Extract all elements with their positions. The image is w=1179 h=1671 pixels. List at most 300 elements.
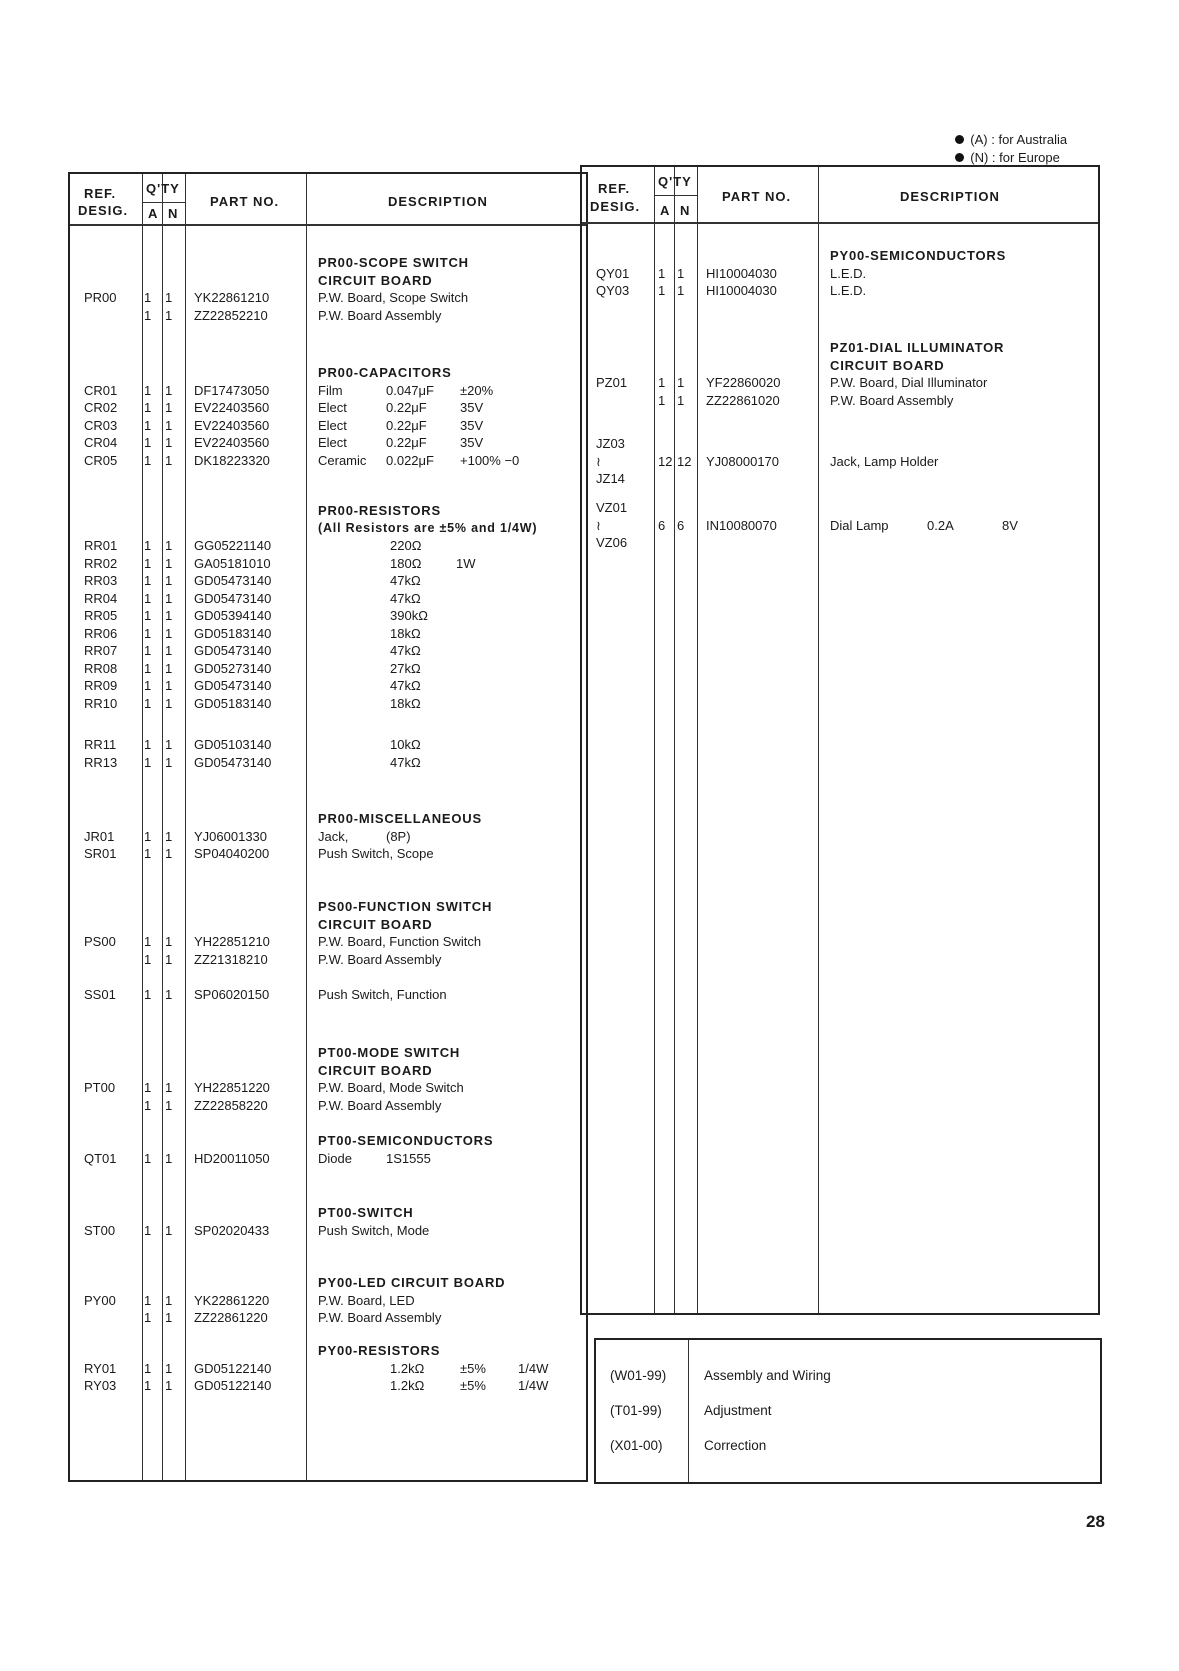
table-row [70, 417, 586, 435]
header-part-no: PART NO. [722, 189, 792, 204]
page-number: 28 [1086, 1512, 1105, 1531]
qty-n: 1 [165, 828, 173, 844]
ref-desig: JZ14 [596, 471, 625, 486]
ref-desig: RR09 [84, 678, 118, 693]
ref-desig: SR01 [84, 846, 117, 861]
ref-desig: VZ01 [596, 500, 628, 515]
qty-n: 1 [165, 400, 173, 415]
qty-n: 1 [165, 590, 173, 606]
qty-a: 1 [144, 934, 152, 949]
ref-desig: QY01 [596, 265, 630, 281]
value: 390kΩ [390, 608, 428, 623]
qty-a: 1 [144, 382, 152, 398]
qty-a: 1 [144, 290, 152, 305]
part-group [582, 339, 1098, 409]
tolerance: ±5% [460, 1360, 486, 1376]
part-number: ZZ22852210 [194, 307, 268, 323]
value: 0.22μF [386, 400, 427, 415]
value: 0.22μF [386, 417, 427, 433]
qty-n: 1 [165, 417, 173, 433]
ref-desig: ≀ [596, 453, 601, 469]
table-row [70, 754, 586, 772]
table-row [70, 845, 586, 863]
table-row [582, 435, 1098, 453]
qty-n: 1 [677, 375, 685, 390]
qty-n: 1 [165, 1222, 173, 1238]
section-title-text: CIRCUIT BOARD [318, 916, 433, 932]
table-row [70, 986, 586, 1004]
right-parts-table [580, 165, 1100, 1315]
tolerance: ±5% [460, 1378, 486, 1393]
description: P.W. Board Assembly [318, 1310, 442, 1325]
part-number: GD05473140 [194, 678, 272, 693]
part-number: GG05221140 [194, 538, 272, 553]
rating: 35V [460, 417, 484, 433]
section-title-text: CIRCUIT BOARD [318, 272, 433, 288]
ref-desig: RR01 [84, 538, 118, 553]
ref-desig: PT00 [84, 1080, 116, 1095]
qty-n: 1 [677, 265, 685, 281]
qty-n: 1 [165, 452, 173, 468]
section-title [70, 1062, 586, 1080]
value: 1.2kΩ [390, 1378, 425, 1393]
table-row [70, 382, 586, 400]
value: 1S1555 [386, 1150, 431, 1166]
section-title-text: PR00-SCOPE SWITCH [318, 255, 469, 270]
qty-a: 1 [144, 400, 152, 415]
ref-desig: RY03 [84, 1378, 117, 1393]
code-correction-desc: Correction [704, 1438, 767, 1453]
qty-n: 1 [165, 382, 173, 398]
header-qty: Q'TY [146, 181, 180, 196]
qty-a: 1 [144, 590, 152, 606]
table-row [70, 607, 586, 625]
qty-a: 1 [144, 1097, 152, 1113]
table-row [70, 537, 586, 555]
part-group [582, 247, 1098, 300]
ref-desig: ≀ [596, 517, 601, 533]
qty-a: 1 [144, 695, 152, 711]
part-group [70, 1044, 586, 1114]
qty-n: 1 [165, 1378, 173, 1393]
code-adjustment-desc: Adjustment [704, 1403, 772, 1418]
code-wiring: (W01-99) [610, 1368, 667, 1383]
part-group [582, 499, 1098, 552]
table-row [70, 660, 586, 678]
table-row [70, 625, 586, 643]
ref-desig: QY03 [596, 283, 630, 298]
table-row [70, 933, 586, 951]
qty-n: 1 [165, 573, 173, 588]
section-title-text: PR00-RESISTORS [318, 503, 441, 518]
part-number: EV22403560 [194, 435, 270, 450]
header-qty: Q'TY [658, 174, 692, 189]
description: P.W. Board, LED [318, 1292, 415, 1308]
left-parts-table [68, 172, 588, 1482]
value: 47kΩ [390, 590, 421, 606]
header-description: DESCRIPTION [900, 189, 1000, 204]
qty-n: 1 [165, 695, 173, 711]
qty-a: 1 [658, 392, 666, 408]
table-row [582, 374, 1098, 392]
description: P.W. Board, Dial Illuminator [830, 375, 988, 390]
qty-a: 1 [144, 307, 152, 323]
rating: +100% −0 [460, 452, 520, 468]
qty-n: 1 [165, 1080, 173, 1095]
part-number: SP06020150 [194, 987, 270, 1002]
qty-n: 1 [165, 538, 173, 553]
description: Elect [318, 417, 347, 433]
part-number: DK18223320 [194, 452, 270, 468]
qty-a: 1 [144, 573, 152, 588]
qty-a: 1 [144, 678, 152, 693]
description: P.W. Board, Mode Switch [318, 1080, 464, 1095]
table-row [582, 392, 1098, 410]
qty-n: 1 [165, 660, 173, 676]
qty-a: 1 [144, 1378, 152, 1393]
section-title [70, 520, 586, 538]
part-number: YH22851220 [194, 1080, 270, 1095]
qty-a: 1 [144, 643, 152, 658]
section-title-text: PT00-SEMICONDUCTORS [318, 1133, 494, 1148]
part-number: HD20011050 [194, 1150, 270, 1166]
qty-a: 1 [144, 452, 152, 468]
table-row [70, 289, 586, 307]
header-a: A [660, 203, 671, 218]
part-group [70, 254, 586, 324]
ref-desig: PY00 [84, 1292, 116, 1308]
code-adjustment: (T01-99) [610, 1403, 662, 1418]
section-title [582, 339, 1098, 357]
qty-a: 1 [658, 283, 666, 298]
bullet-icon [955, 153, 964, 162]
rating: 1/4W [518, 1378, 549, 1393]
value: 180Ω [390, 555, 422, 571]
qty-a: 1 [144, 417, 152, 433]
qty-a: 1 [144, 754, 152, 770]
value: 47kΩ [390, 678, 421, 693]
ref-desig: RR02 [84, 555, 118, 571]
qty-n: 1 [165, 934, 173, 949]
ref-desig: RR10 [84, 695, 118, 711]
ref-desig: ST00 [84, 1222, 116, 1238]
ref-desig: QT01 [84, 1150, 117, 1166]
part-number: YK22861220 [194, 1292, 270, 1308]
part-number: ZZ22861220 [194, 1310, 268, 1325]
section-title [70, 1204, 586, 1222]
description: P.W. Board, Function Switch [318, 934, 482, 949]
qty-n: 1 [165, 555, 173, 571]
section-title-text: PR00-MISCELLANEOUS [318, 811, 482, 826]
part-group [70, 898, 586, 968]
section-title-text: PR00-CAPACITORS [318, 365, 452, 380]
part-number: ZZ22858220 [194, 1097, 268, 1113]
table-row [70, 1150, 586, 1168]
value: (8P) [386, 828, 411, 844]
header-description: DESCRIPTION [388, 194, 488, 209]
qty-a: 1 [144, 828, 152, 844]
ref-desig: SS01 [84, 987, 116, 1002]
section-title [70, 1044, 586, 1062]
description: Push Switch, Mode [318, 1222, 430, 1238]
table-row [70, 1309, 586, 1327]
table-row [70, 736, 586, 754]
table-row [70, 642, 586, 660]
section-title-text: PZ01-DIAL ILLUMINATOR [830, 340, 1005, 355]
part-group [70, 1342, 586, 1395]
description: L.E.D. [830, 283, 867, 298]
table-row [582, 517, 1098, 535]
qty-a: 1 [144, 660, 152, 676]
code-wiring-desc: Assembly and Wiring [704, 1368, 831, 1383]
header-n: N [680, 203, 691, 218]
description: Film [318, 382, 343, 398]
part-number: GD05122140 [194, 1360, 272, 1376]
section-title-text: PY00-SEMICONDUCTORS [830, 248, 1007, 263]
part-number: GD05273140 [194, 660, 272, 676]
description: P.W. Board Assembly [318, 1097, 442, 1113]
part-group [70, 810, 586, 863]
qty-a: 1 [144, 608, 152, 623]
section-title-text: CIRCUIT BOARD [318, 1062, 433, 1078]
ref-desig: CR05 [84, 452, 118, 468]
table-row [70, 1097, 586, 1115]
ref-desig: VZ06 [596, 535, 628, 550]
ref-desig: RR06 [84, 625, 118, 641]
description: P.W. Board, Scope Switch [318, 290, 469, 305]
ref-desig: RR05 [84, 608, 118, 623]
table-row [70, 555, 586, 573]
value: 18kΩ [390, 625, 421, 641]
qty-n: 1 [165, 987, 173, 1002]
description: Ceramic [318, 452, 367, 468]
table-row [70, 307, 586, 325]
qty-a: 1 [144, 1360, 152, 1376]
section-title [70, 364, 586, 382]
qty-a: 1 [144, 555, 152, 571]
table-row [70, 1377, 586, 1395]
section-title [70, 1342, 586, 1360]
description: Push Switch, Scope [318, 846, 434, 861]
qty-n: 1 [165, 608, 173, 623]
part-number: HI10004030 [706, 283, 777, 298]
description: Push Switch, Function [318, 987, 447, 1002]
table-row [70, 695, 586, 713]
qty-a: 1 [658, 265, 666, 281]
part-number: SP04040200 [194, 846, 270, 861]
ref-desig: RR03 [84, 573, 118, 588]
section-title-text: (All Resistors are ±5% and 1/4W) [318, 520, 538, 535]
table-row [70, 399, 586, 417]
part-number: IN10080070 [706, 517, 777, 533]
header-ref: REF. [84, 186, 117, 201]
section-title-text: PT00-SWITCH [318, 1205, 414, 1220]
description: Dial Lamp [830, 517, 889, 533]
ref-desig: CR03 [84, 417, 118, 433]
qty-n: 1 [165, 1150, 173, 1166]
section-title [582, 247, 1098, 265]
part-number: GD05103140 [194, 737, 272, 752]
value: 0.047μF [386, 382, 434, 398]
description: Elect [318, 435, 347, 450]
qty-a: 1 [144, 846, 152, 861]
section-title [70, 898, 586, 916]
qty-n: 1 [165, 643, 173, 658]
ref-desig: RR11 [84, 737, 117, 752]
section-title [70, 916, 586, 934]
part-number: GD05473140 [194, 590, 272, 606]
part-group [70, 1274, 586, 1327]
qty-n: 1 [165, 1360, 173, 1376]
table-row [70, 572, 586, 590]
ref-desig: PR00 [84, 290, 117, 305]
qty-n: 1 [165, 307, 173, 323]
part-number: YK22861210 [194, 290, 270, 305]
qty-a: 1 [144, 737, 152, 752]
rating: 1/4W [518, 1360, 549, 1376]
qty-a: 1 [144, 1080, 152, 1095]
part-number: GA05181010 [194, 555, 271, 571]
description: Elect [318, 400, 347, 415]
value: 0.22μF [386, 435, 427, 450]
section-title-text: PS00-FUNCTION SWITCH [318, 899, 493, 914]
qty-n: 1 [165, 1310, 173, 1325]
description: P.W. Board Assembly [830, 392, 954, 408]
qty-n: 12 [677, 453, 692, 469]
qty-a: 1 [144, 951, 152, 967]
qty-a: 1 [144, 987, 152, 1002]
table-row [70, 452, 586, 470]
legend-europe: (N) : for Europe [948, 135, 1060, 165]
part-group [70, 364, 586, 469]
rating: 35V [460, 435, 484, 450]
table-row [70, 590, 586, 608]
part-number: DF17473050 [194, 382, 270, 398]
table-row [582, 534, 1098, 552]
part-group [70, 502, 586, 712]
part-number: YJ06001330 [194, 828, 268, 844]
section-title-text: CIRCUIT BOARD [830, 357, 945, 373]
qty-n: 1 [165, 625, 173, 641]
qty-a: 12 [658, 453, 673, 469]
table-row [582, 453, 1098, 471]
section-title [70, 810, 586, 828]
part-number: EV22403560 [194, 417, 270, 433]
ref-desig: RR07 [84, 643, 118, 658]
legend-australia: (A) : for Australia [948, 117, 1067, 147]
part-group [70, 986, 586, 1004]
section-title-text: PY00-LED CIRCUIT BOARD [318, 1275, 506, 1290]
part-number: SP02020433 [194, 1222, 270, 1238]
section-title [70, 1132, 586, 1150]
value: 0.2A [927, 517, 954, 533]
ref-desig: RR04 [84, 590, 118, 606]
header-ref: REF. [598, 181, 631, 196]
description: Jack, Lamp Holder [830, 453, 939, 469]
value: 47kΩ [390, 573, 421, 588]
part-number: YJ08000170 [706, 453, 780, 469]
ref-desig: RR13 [84, 754, 118, 770]
value: 18kΩ [390, 695, 421, 711]
qty-n: 1 [165, 435, 173, 450]
qty-n: 1 [165, 1097, 173, 1113]
qty-n: 1 [165, 737, 173, 752]
ref-desig: RY01 [84, 1360, 117, 1376]
description: Jack, [318, 828, 349, 844]
part-group [70, 1132, 586, 1167]
part-number: GD05473140 [194, 754, 272, 770]
header-desig: DESIG. [590, 199, 641, 214]
qty-n: 1 [677, 283, 685, 298]
ref-desig: CR02 [84, 400, 118, 415]
qty-a: 1 [144, 1310, 152, 1325]
code-correction: (X01-00) [610, 1438, 663, 1453]
table-row [582, 265, 1098, 283]
part-group [70, 1204, 586, 1239]
qty-n: 1 [165, 1292, 173, 1308]
value: 47kΩ [390, 754, 421, 770]
description: P.W. Board Assembly [318, 307, 442, 323]
table-row [582, 470, 1098, 488]
qty-a: 1 [144, 1222, 152, 1238]
part-number: EV22403560 [194, 400, 270, 415]
header-part-no: PART NO. [210, 194, 280, 209]
table-row [70, 434, 586, 452]
table-row [70, 828, 586, 846]
rating: 1W [456, 555, 476, 571]
value: 220Ω [390, 538, 422, 553]
qty-n: 1 [677, 392, 685, 408]
code-legend-box [594, 1338, 1102, 1484]
section-title [70, 1274, 586, 1292]
qty-n: 1 [165, 846, 173, 861]
qty-n: 6 [677, 517, 685, 533]
section-title-text: PY00-RESISTORS [318, 1343, 441, 1358]
qty-n: 1 [165, 754, 173, 770]
table-row [70, 1222, 586, 1240]
table-row [70, 677, 586, 695]
rating: 35V [460, 400, 484, 415]
part-number: YH22851210 [194, 934, 270, 949]
section-title [70, 254, 586, 272]
ref-desig: RR08 [84, 660, 118, 676]
part-group [70, 736, 586, 771]
header-a: A [148, 206, 159, 221]
part-number: GD05122140 [194, 1378, 272, 1393]
table-row [70, 1079, 586, 1097]
part-number: GD05183140 [194, 625, 272, 641]
ref-desig: CR04 [84, 435, 118, 450]
header-desig: DESIG. [78, 203, 129, 218]
ref-desig: JR01 [84, 828, 115, 844]
qty-a: 1 [658, 375, 666, 390]
value: 27kΩ [390, 660, 421, 676]
description: L.E.D. [830, 265, 867, 281]
part-number: ZZ22861020 [706, 392, 780, 408]
header-n: N [168, 206, 179, 221]
part-group [582, 435, 1098, 488]
table-row [582, 282, 1098, 300]
table-row [70, 1360, 586, 1378]
value: 1.2kΩ [390, 1360, 425, 1376]
qty-a: 1 [144, 625, 152, 641]
qty-a: 1 [144, 435, 152, 450]
part-number: GD05473140 [194, 573, 272, 588]
part-number: HI10004030 [706, 265, 777, 281]
ref-desig: CR01 [84, 382, 118, 398]
value: 0.022μF [386, 452, 434, 468]
ref-desig: PZ01 [596, 375, 628, 390]
